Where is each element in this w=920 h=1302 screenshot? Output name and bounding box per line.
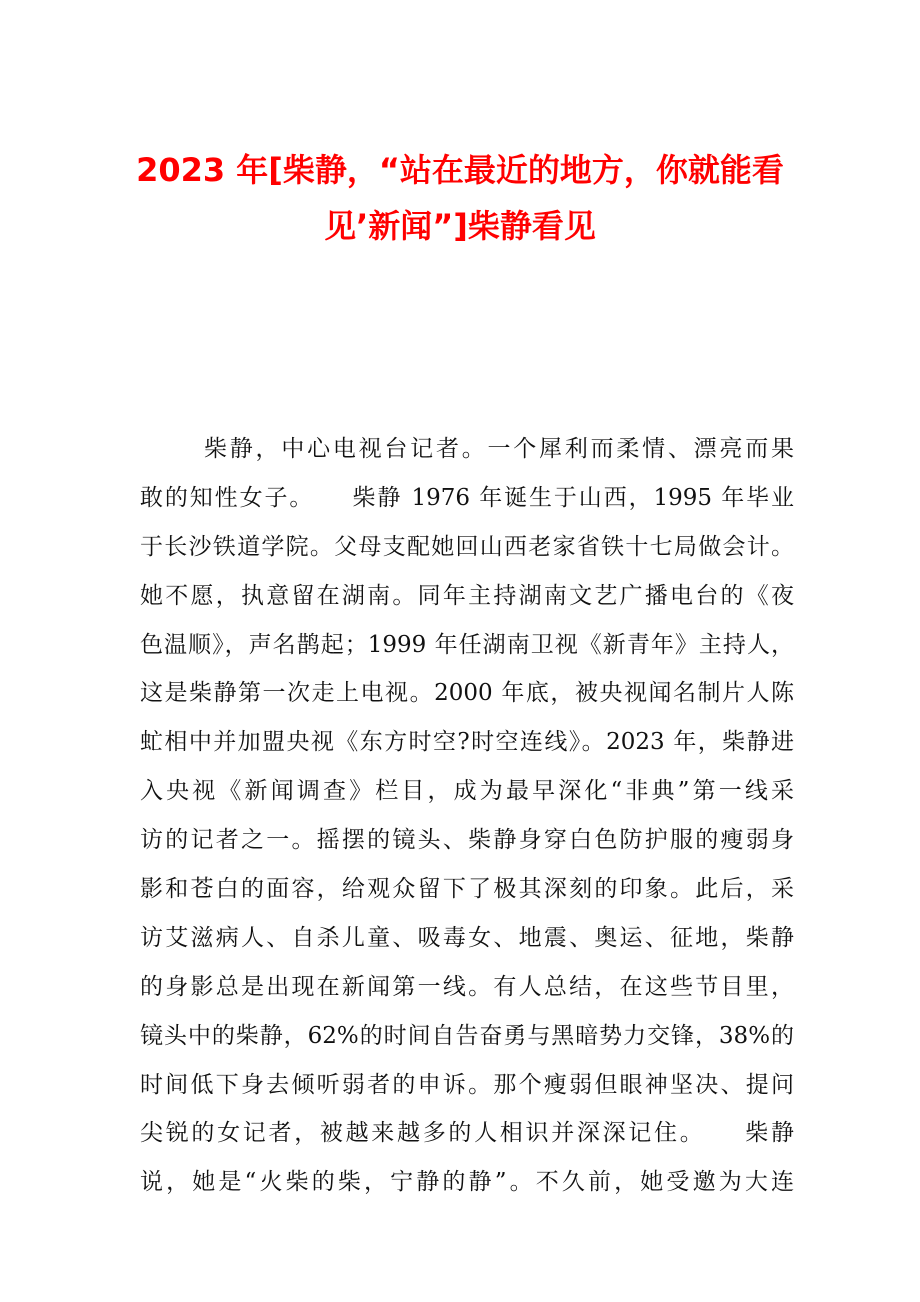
body-line: 镜头中的柴静，62%的时间自告奋勇与黑暗势力交锋，38%的 <box>140 1022 794 1049</box>
body-line: 这是柴静第一次走上电视。2000 年底，被央视闻名制片人陈 <box>140 680 794 707</box>
title-line: 2023 年[柴静，“站在最近的地方，你就能看 <box>136 151 784 189</box>
body-line: 时间低下身去倾听弱者的申诉。那个瘦弱但眼神坚决、提问 <box>140 1071 794 1098</box>
body-line: 影和苍白的面容，给观众留下了极其深刻的印象。此后，采 <box>140 876 794 903</box>
body-line: 色温顺》，声名鹊起；1999 年任湖南卫视《新青年》主持人， <box>140 631 794 658</box>
body-line: 尖锐的女记者，被越来越多的人相识并深深记住。 柴静 <box>140 1120 794 1147</box>
document-body <box>140 425 794 1207</box>
title-line: 见’新闻”]柴静看见 <box>324 207 596 245</box>
body-line: 柴静，中心电视台记者。一个犀利而柔情、漂亮而果 <box>204 436 794 462</box>
body-line: 敢的知性女子。 柴静 1976 年诞生于山西，1995 年毕业 <box>140 484 794 511</box>
body-line: 她不愿，执意留在湖南。同年主持湖南文艺广播电台的《夜 <box>140 582 794 609</box>
document-title <box>0 142 920 254</box>
body-line: 访艾滋病人、自杀儿童、吸毒女、地震、奥运、征地，柴静 <box>140 924 794 951</box>
body-line: 于长沙铁道学院。父母支配她回山西老家省铁十七局做会计。 <box>140 533 794 560</box>
body-line: 的身影总是出现在新闻第一线。有人总结，在这些节目里， <box>140 973 794 1000</box>
body-line: 说，她是“火柴的柴，宁静的静”。不久前，她受邀为大连 <box>140 1169 794 1196</box>
body-line: 访的记者之一。摇摆的镜头、柴静身穿白色防护服的瘦弱身 <box>140 827 794 854</box>
body-line: 入央视《新闻调查》栏目，成为最早深化“非典”第一线采 <box>140 778 794 805</box>
body-line: 虻相中并加盟央视《东方时空?时空连线》。2023 年，柴静进 <box>140 729 794 756</box>
